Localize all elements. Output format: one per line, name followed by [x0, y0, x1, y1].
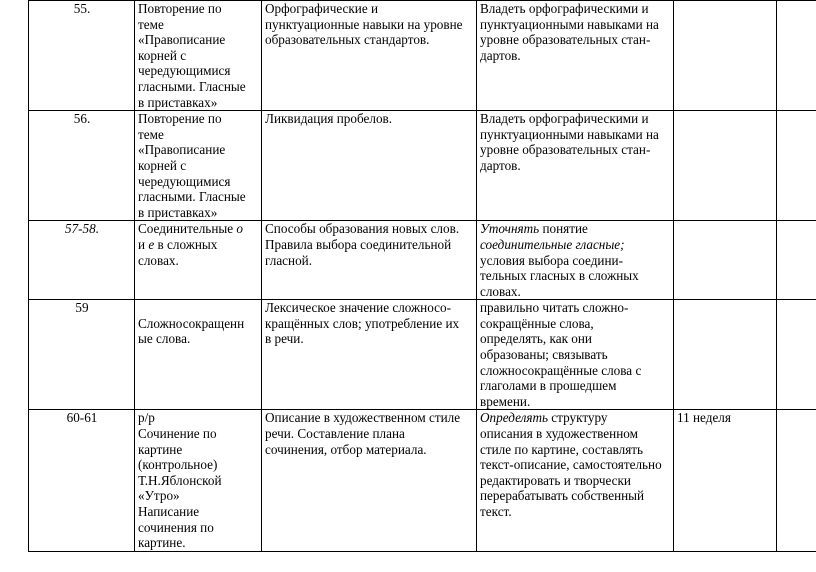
lesson-topic: [135, 300, 262, 410]
skills-line: тельных гласных в сложных: [480, 268, 639, 284]
topic-text: и: [138, 236, 149, 252]
lesson-topic: [135, 221, 262, 300]
table-row: [29, 221, 816, 300]
content-line: Ликвидация пробелов.: [265, 111, 393, 127]
skills-line: условия выбора соедини-: [480, 252, 623, 268]
lesson-topic: [135, 1, 262, 111]
topic-line: сочинения по: [138, 519, 214, 535]
lesson-content: [262, 410, 477, 551]
lesson-content: [262, 1, 477, 111]
topic-line: словах.: [138, 252, 179, 268]
topic-line: Сочинение по: [138, 426, 217, 442]
topic-line: ые слова.: [138, 331, 191, 347]
skills-line: Владеть орфографическими и: [480, 1, 649, 16]
lesson-number-text: 55.: [73, 1, 91, 16]
topic-line: картине.: [138, 535, 186, 551]
topic-line: «Правописание: [138, 142, 226, 158]
topic-line: чередующимися: [138, 173, 231, 189]
lesson-topic: [135, 111, 262, 221]
skills-line: текст-описание, самостоятельно: [480, 457, 662, 473]
content-line: сочинения, отбор материала.: [265, 441, 427, 457]
skills-line: перерабатывать собственный: [480, 488, 645, 504]
content-line: Правила выбора соединительной: [265, 236, 452, 252]
skills-line: глаголами в прошедшем: [480, 378, 617, 394]
content-line: Лексическое значение сложносо-: [265, 300, 451, 316]
lesson-date: [674, 111, 777, 221]
skills-text: понятие: [539, 221, 588, 237]
topic-line: корней с: [138, 157, 187, 173]
content-line: гласной.: [265, 252, 313, 268]
lesson-skills: [477, 300, 674, 410]
lesson-date: [674, 300, 777, 410]
content-line: кращённых слов; употребление их: [265, 315, 460, 331]
skills-line: описания в художественном: [480, 426, 638, 442]
content-line: речи. Составление плана: [265, 426, 405, 442]
spacer: [138, 300, 259, 316]
skills-line: пунктуационными навыками на: [480, 16, 659, 32]
skills-text: структуру: [548, 410, 608, 426]
lesson-content: [262, 111, 477, 221]
topic-line: «Утро»: [138, 488, 180, 504]
topic-line: [138, 237, 259, 253]
skills-line: правильно читать сложно-: [480, 300, 629, 316]
topic-line: Т.Н.Яблонской: [138, 472, 222, 488]
content-line: в речи.: [265, 331, 304, 347]
lesson-content: [262, 221, 477, 300]
topic-line: Сложносокращенн: [138, 315, 245, 331]
lesson-skills: [477, 221, 674, 300]
lesson-date: [674, 1, 777, 111]
lesson-skills: [477, 410, 674, 551]
topic-line: корней с: [138, 47, 187, 63]
lesson-number: [29, 221, 135, 300]
lesson-extra: [777, 300, 816, 410]
lesson-extra: [777, 221, 816, 300]
topic-line: гласными. Гласные: [138, 78, 246, 94]
topic-letter-o: о: [236, 221, 243, 237]
skills-line: уровне образовательных стан-: [480, 142, 651, 158]
topic-line: в приставках»: [138, 94, 218, 110]
topic-line: Написание: [138, 504, 200, 519]
skills-line: текст.: [480, 504, 512, 519]
table-row: [29, 300, 816, 410]
skills-line: определять, как они: [480, 331, 592, 347]
table-row: [29, 1, 816, 111]
skills-line: времени.: [480, 393, 531, 409]
topic-letter-e: е: [148, 236, 155, 252]
table-row: [29, 410, 816, 551]
lesson-plan-table: [28, 0, 816, 552]
content-line: Способы образования новых слов.: [265, 221, 460, 237]
topic-line: чередующимися: [138, 63, 231, 79]
lesson-extra: [777, 410, 816, 551]
topic-line: р/р: [138, 410, 155, 426]
topic-line: теме: [138, 126, 164, 142]
lesson-number-text: 56.: [73, 111, 91, 127]
skills-line: сокращённые слова,: [480, 315, 594, 331]
lesson-number-text: 60-61: [66, 410, 98, 426]
lesson-topic: [135, 410, 262, 551]
skills-line: пунктуационными навыками на: [480, 126, 659, 142]
content-line: Орфографические и: [265, 1, 379, 16]
skills-verb: Определять: [480, 410, 548, 426]
skills-line: сложносокращённые слова с: [480, 362, 642, 378]
topic-line: картине: [138, 441, 183, 457]
lesson-extra: [777, 1, 816, 111]
lesson-date: [674, 221, 777, 300]
lesson-number: [29, 111, 135, 221]
topic-line: Повторение по: [138, 111, 222, 127]
topic-line: [138, 221, 259, 237]
topic-text: в сложных: [154, 236, 218, 252]
skills-line: дартов.: [480, 157, 521, 173]
skills-verb: Уточнять: [480, 221, 540, 237]
table-row: [29, 111, 816, 221]
skills-line: редактировать и творчески: [480, 472, 631, 488]
skills-line: дартов.: [480, 47, 521, 63]
topic-line: «Правописание: [138, 32, 226, 48]
lesson-skills: [477, 1, 674, 111]
content-line: образовательных стандартов.: [265, 32, 430, 48]
lesson-date: [674, 410, 777, 551]
content-line: пунктуационные навыки на уровне: [265, 16, 463, 32]
date-text: 11 неделя: [677, 410, 731, 426]
content-line: Описание в художественном стиле: [265, 410, 461, 426]
lesson-number-text: 57-58.: [64, 221, 100, 237]
topic-line: в приставках»: [138, 204, 218, 220]
lesson-skills: [477, 111, 674, 221]
skills-line: соединительные гласные;: [480, 236, 625, 252]
lesson-number: [29, 300, 135, 410]
skills-line: [480, 410, 671, 426]
topic-line: гласными. Гласные: [138, 189, 246, 205]
topic-line: (контрольное): [138, 457, 218, 473]
skills-line: словах.: [480, 283, 521, 299]
skills-line: Владеть орфографическими и: [480, 111, 649, 127]
topic-line: Повторение по: [138, 1, 222, 16]
lesson-content: [262, 300, 477, 410]
skills-line: образованы; связывать: [480, 347, 608, 363]
lesson-number: [29, 1, 135, 111]
lesson-number-text: 59: [75, 300, 89, 316]
skills-line: стиле по картине, составлять: [480, 441, 644, 457]
lesson-number: [29, 410, 135, 551]
topic-text: Соединительные: [138, 221, 237, 237]
skills-line: [480, 221, 671, 237]
lesson-extra: [777, 111, 816, 221]
topic-line: теме: [138, 16, 164, 32]
skills-line: уровне образовательных стан-: [480, 32, 651, 48]
